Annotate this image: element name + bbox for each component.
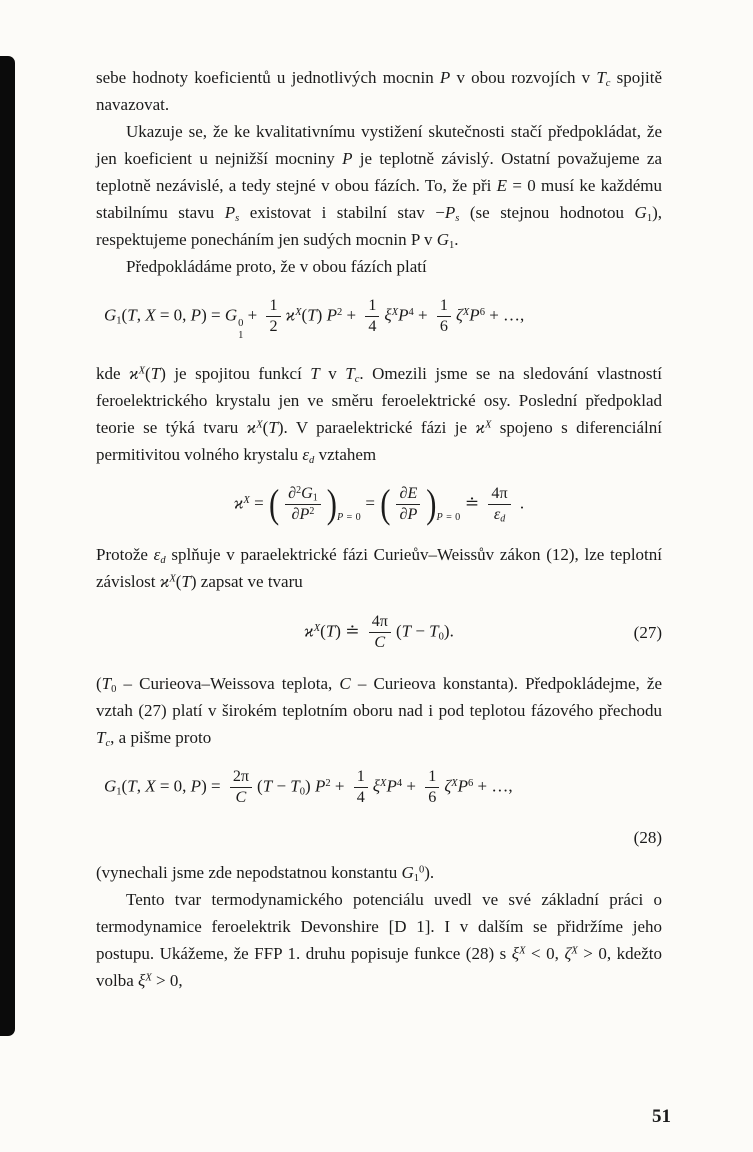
text-run: T — [596, 68, 606, 87]
equation-27-formula — [150, 613, 608, 652]
text-column — [96, 64, 662, 994]
text-run: E — [496, 176, 508, 195]
text-run: G — [634, 203, 647, 222]
text-token: ) = — [201, 305, 225, 325]
text-run: s — [455, 212, 460, 224]
text-run: X — [519, 945, 526, 957]
text-token: P — [299, 505, 310, 523]
text-token: T — [290, 776, 300, 796]
para-assumptions — [96, 118, 662, 253]
text-token: T — [127, 776, 137, 796]
text-token: − — [411, 621, 430, 641]
text-token: P — [436, 511, 444, 523]
text-run: ξ — [138, 971, 146, 991]
text-run: c — [354, 373, 360, 385]
text-run: ζ — [564, 944, 572, 964]
text-run: Protože — [96, 544, 154, 564]
text-token: + — [330, 776, 349, 796]
fraction — [285, 485, 321, 524]
text-token: 2 — [325, 777, 331, 789]
para-intro-formula — [96, 253, 662, 280]
equation-free-energy-expansion — [104, 297, 662, 343]
text-token: T — [307, 305, 317, 325]
fraction — [230, 768, 252, 807]
text-token: ( — [257, 776, 263, 796]
text-run: ). V paraelektrické fázi je — [277, 417, 476, 437]
fraction — [369, 613, 391, 652]
text-token: ( — [395, 621, 402, 641]
text-run: > 0, kdežto volba — [96, 944, 662, 991]
text-token: = 0, — [155, 776, 191, 796]
text-token: ) — [316, 305, 327, 325]
text-token: ( — [301, 305, 308, 325]
equation-number-28: (28) — [633, 828, 662, 848]
equation-27-row — [96, 613, 662, 652]
text-token: X — [145, 305, 156, 325]
text-token: G — [104, 776, 117, 796]
text-run: sebe hodnoty koeficientů u jednotlivých mocnin — [96, 68, 440, 87]
text-run: P — [444, 203, 456, 222]
text-token: + — [243, 305, 262, 325]
fraction — [425, 768, 439, 807]
equation-number-27: (27) — [633, 622, 662, 642]
text-run: X — [138, 365, 146, 377]
text-token: ∂ — [291, 505, 300, 523]
text-run: – Curieova–Weissova teplota, — [116, 673, 340, 693]
text-token: P — [314, 776, 326, 796]
text-token: 1 — [425, 768, 439, 788]
text-token: G — [104, 305, 117, 325]
para-protoze — [96, 541, 662, 595]
text-token: + — [342, 305, 361, 325]
text-run: ( — [145, 363, 151, 383]
text-token: ζ — [455, 305, 463, 325]
text-token: 1 — [116, 315, 122, 327]
text-token: P — [336, 511, 344, 523]
text-run: d — [160, 554, 166, 566]
text-token: P — [469, 305, 480, 325]
para-devonshire — [96, 886, 662, 994]
text-run: c — [605, 77, 611, 89]
text-token: 1 — [312, 492, 318, 504]
text-token: ϰ — [304, 621, 314, 641]
text-run: 1 — [646, 212, 653, 224]
fraction — [266, 297, 280, 336]
text-token: 2π — [230, 768, 252, 788]
text-run: X — [145, 972, 152, 984]
text-token: ξ — [372, 776, 381, 796]
text-run: (se stejnou hodnotou — [459, 203, 635, 222]
text-run: Tento tvar termodynamického potenciálu uvedl ve své základní práci o termodynamice feroelektrik Devonshire [D 1]. I v dalším se přidržíme jeho postupu. Ukážeme, že FFP 1. druhu popisuje funkce (28) s — [96, 890, 662, 964]
text-run: ξ — [511, 944, 520, 964]
text-token: = 0, — [155, 305, 191, 325]
text-run: G — [401, 863, 414, 883]
text-token: T — [262, 776, 273, 796]
text-token: X — [391, 307, 399, 319]
text-run: X — [484, 419, 492, 431]
text-run: P — [224, 203, 236, 222]
text-run: ) zapsat ve tvaru — [190, 571, 303, 591]
text-token: ε — [493, 505, 501, 523]
text-token: P — [326, 305, 337, 325]
page-number: 51 — [652, 1106, 671, 1127]
text-token: = — [249, 493, 268, 513]
text-run: 0 — [419, 864, 425, 876]
text-token: 6 — [479, 307, 485, 319]
text-run: T — [96, 727, 106, 747]
text-run: X — [169, 573, 176, 585]
text-token: 1 — [266, 297, 280, 317]
text-run: vztahem — [314, 444, 377, 464]
text-run: 0 — [111, 683, 117, 695]
text-run: T — [150, 363, 161, 383]
text-token: 1 — [437, 297, 451, 317]
text-token: 2 — [309, 505, 315, 517]
text-token: P — [398, 305, 409, 325]
text-run: kde — [96, 363, 130, 383]
text-token: P — [190, 776, 202, 796]
text-token: ) — [305, 776, 315, 796]
text-token: 6 — [439, 318, 448, 336]
text-run: 1 — [449, 239, 455, 251]
text-token: + …, — [484, 305, 525, 325]
text-token: + — [402, 776, 421, 796]
text-run: X — [256, 419, 263, 431]
text-token: ) ≐ — [335, 621, 364, 641]
text-token: 6 — [428, 789, 437, 807]
text-token: T — [401, 621, 412, 641]
text-run: je teplotně závislý. Ostatní považujeme za teplotně nezávislé, a tedy stejné v obou fázích. To, že při — [96, 149, 662, 195]
para-continuation — [96, 64, 662, 118]
para-kde — [96, 360, 662, 468]
big-paren-close: ) — [326, 482, 337, 527]
text-token: 4π — [369, 613, 391, 633]
text-run: ( — [262, 417, 269, 437]
text-token: 1 — [238, 330, 244, 342]
text-token: ∂ — [399, 484, 408, 502]
text-token: + …, — [473, 776, 513, 796]
text-run: = 0 musí ke každému stabilnímu stavu — [96, 176, 663, 222]
text-run: ε — [153, 544, 161, 564]
para-curieova — [96, 670, 662, 751]
fraction — [354, 768, 368, 807]
text-run: ϰ — [246, 417, 257, 437]
text-token: ≐ — [460, 493, 484, 513]
text-token: ∂ — [399, 505, 408, 523]
text-token: − — [272, 776, 291, 796]
text-token: 6 — [468, 777, 474, 789]
text-run: T — [101, 673, 112, 693]
scan-edge-artifact — [0, 56, 15, 1036]
text-run: < 0, — [525, 944, 565, 964]
limit-subscript — [437, 512, 461, 523]
text-token: P — [190, 305, 202, 325]
text-run: ). — [424, 863, 435, 883]
text-token: T — [127, 305, 137, 325]
text-run: d — [309, 454, 315, 466]
text-token: ξ — [384, 305, 392, 325]
para-vynechali — [96, 859, 662, 886]
fraction — [365, 297, 379, 336]
text-run: ε — [302, 444, 310, 464]
text-run: G — [436, 230, 449, 249]
text-token: P — [407, 505, 418, 523]
text-token: ( — [121, 776, 128, 796]
text-token: X — [295, 307, 302, 319]
text-run: splňuje v paraelektrické fázi Curieův–Weissův zákon (12), lze teplotní závislost — [96, 544, 662, 591]
text-token: ϰ — [233, 493, 244, 513]
text-run: ), respektujeme ponecháním jen sudých mocnin P v — [96, 203, 663, 249]
text-token: 4 — [396, 777, 403, 789]
text-token: T — [325, 621, 336, 641]
big-paren-close: ) — [426, 482, 437, 527]
text-run: T — [268, 417, 278, 437]
text-token: 1 — [365, 297, 379, 317]
text-token: d — [500, 513, 506, 525]
text-run: – Curieova konstanta). Předpokládejme, že vztah (27) platí v širokém teplotním oboru nad i pod teplotou fázového přechodu — [96, 673, 662, 720]
text-token: ( — [320, 621, 326, 641]
text-token: 1 — [116, 786, 122, 798]
text-token: = 0 — [343, 511, 362, 523]
text-token: + — [413, 305, 432, 325]
text-token: 0 — [299, 786, 306, 798]
text-token: ∂ — [288, 484, 297, 502]
text-token: X — [462, 307, 470, 319]
text-token: X — [380, 777, 387, 789]
text-token: , — [136, 776, 146, 796]
text-run: . Omezili jsme se na sledování vlastností feroelektrického krystalu jen ve směru feroelektrické osy. Poslední předpoklad teorie se týká tvaru — [96, 363, 662, 437]
text-token: 2 — [296, 484, 302, 496]
text-token: = 0 — [443, 511, 461, 523]
text-token: P — [457, 776, 469, 796]
text-run: . — [454, 230, 459, 249]
text-run: ) je spojitou funkcí — [160, 363, 311, 383]
text-token: X — [145, 776, 156, 796]
text-run: 1 — [413, 872, 419, 884]
text-run: existovat i stabilní stav − — [239, 203, 445, 222]
text-token: 4π — [488, 485, 510, 505]
text-run: ϰ — [475, 417, 485, 437]
text-token: C — [235, 789, 247, 807]
text-run: ϰ — [159, 571, 170, 591]
text-token: P — [386, 776, 397, 796]
fraction — [437, 297, 451, 336]
text-run: T — [310, 363, 320, 383]
text-run: c — [105, 737, 111, 749]
text-run: , a pišme proto — [110, 727, 212, 747]
text-token: 4 — [368, 318, 377, 336]
text-token: 1 — [354, 768, 368, 788]
text-token: 2 — [269, 318, 278, 336]
text-token: 2 — [336, 307, 343, 319]
text-run: spojeno s diferenciální permitivitou volného krystalu — [96, 417, 663, 464]
text-token: T — [429, 621, 439, 641]
text-token: E — [407, 484, 418, 502]
text-run: ( — [175, 571, 182, 591]
text-token: 4 — [408, 307, 414, 319]
text-token: ϰ — [285, 305, 296, 325]
big-paren-open: ( — [268, 482, 280, 527]
text-run: X — [571, 945, 578, 957]
text-token: G — [301, 484, 313, 502]
text-run: P — [342, 149, 353, 168]
text-run: spojitě navazovat. — [96, 68, 662, 114]
text-token: 4 — [356, 789, 365, 807]
text-run: v — [319, 363, 346, 383]
text-run: v obou rozvojích v — [450, 68, 597, 87]
equation-28-formula — [104, 768, 662, 807]
text-token: ζ — [444, 776, 452, 796]
text-token: = — [361, 493, 380, 513]
fraction — [396, 485, 420, 524]
text-token: X — [313, 622, 321, 634]
text-token: X — [451, 777, 458, 789]
text-token: 0 — [238, 318, 244, 330]
text-run: s — [235, 212, 240, 224]
text-token: ( — [121, 305, 128, 325]
text-run: ( — [96, 673, 102, 693]
text-run: T — [181, 571, 191, 591]
text-run: Předpokládáme proto, že v obou fázích platí — [126, 257, 427, 276]
text-token: ) = — [201, 776, 225, 796]
text-run: T — [345, 363, 355, 383]
text-run: P — [439, 68, 451, 87]
text-token: X — [243, 494, 250, 506]
text-run: > 0, — [151, 971, 183, 991]
text-token: , — [136, 305, 146, 325]
text-token: C — [374, 633, 386, 651]
text-run: ϰ — [129, 363, 139, 383]
fraction — [488, 485, 510, 524]
text-token: 0 — [438, 631, 444, 643]
big-paren-open: ( — [380, 482, 391, 527]
equation-kappa-definition — [96, 482, 662, 527]
text-token: G — [224, 305, 238, 325]
text-token: ). — [443, 621, 454, 641]
text-run: Ukazuje se, že ke kvalitativnímu vystižení skutečnosti stačí předpokládat, že jen koeficient u nejnižší mocniny — [96, 122, 662, 168]
text-token: . — [515, 493, 525, 513]
text-run: C — [339, 673, 351, 693]
text-run: (vynechali jsme zde nepodstatnou konstantu — [96, 863, 402, 883]
limit-subscript — [337, 512, 361, 523]
